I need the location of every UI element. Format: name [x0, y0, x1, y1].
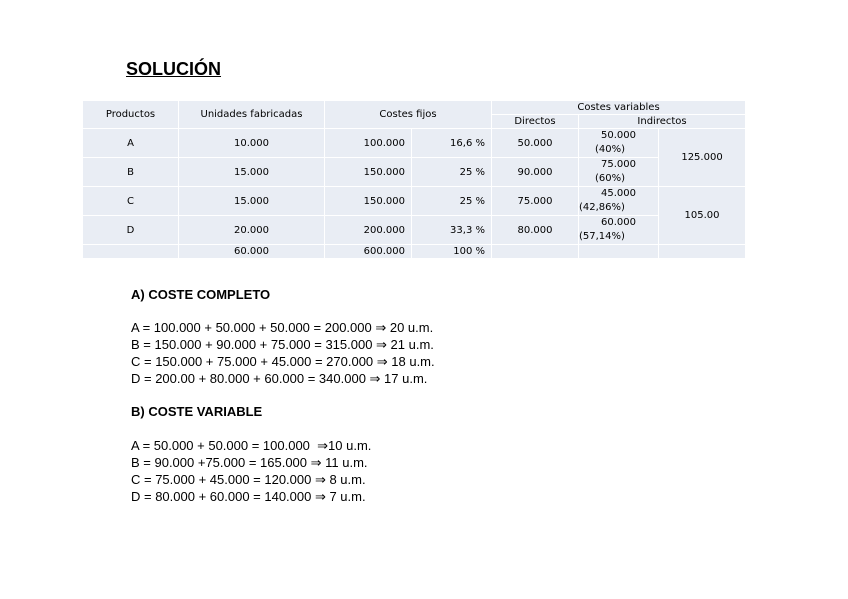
header-indirectos: Indirectos [579, 115, 746, 129]
table-row [83, 129, 746, 158]
cell-producto: A [83, 129, 179, 158]
cell-coste-fijo: 100.000 [325, 129, 412, 158]
cell-directos: 75.000 [492, 187, 579, 216]
table-totals-row [83, 245, 746, 259]
cell-indirectos-total-cd: 105.00 [659, 187, 746, 245]
calc-line: A = 50.000 + 50.000 = 100.000 ⇒10 u.m. [131, 438, 372, 453]
calc-line: B = 90.000 +75.000 = 165.000 ⇒ 11 u.m. [131, 455, 368, 470]
indirectos-value: 75.000 [601, 159, 636, 170]
header-directos: Directos [492, 115, 579, 129]
cell-empty [579, 245, 659, 259]
cell-producto: D [83, 216, 179, 245]
header-unidades: Unidades fabricadas [179, 101, 325, 129]
cell-directos: 50.000 [492, 129, 579, 158]
cell-directos: 80.000 [492, 216, 579, 245]
indirectos-pct: (57,14%) [579, 231, 625, 242]
cell-empty [659, 245, 746, 259]
calc-line: D = 80.000 + 60.000 = 140.000 ⇒ 7 u.m. [131, 489, 366, 504]
cell-coste-fijo: 150.000 [325, 158, 412, 187]
cell-coste-fijo-pct: 25 % [412, 158, 492, 187]
table-row [83, 158, 746, 187]
header-productos: Productos [83, 101, 179, 129]
cell-unidades: 15.000 [179, 187, 325, 216]
cell-producto: B [83, 158, 179, 187]
cell-indirectos [579, 158, 659, 187]
section-a-heading: A) COSTE COMPLETO [131, 287, 271, 302]
calc-line: B = 150.000 + 90.000 + 75.000 = 315.000 ⇒ 21 u.m. [131, 337, 434, 352]
cell-producto: C [83, 187, 179, 216]
header-costes-fijos: Costes fijos [325, 101, 492, 129]
header-costes-variables: Costes variables [492, 101, 746, 115]
cell-indirectos [579, 216, 659, 245]
cell-unidades: 10.000 [179, 129, 325, 158]
cell-coste-fijo-pct: 33,3 % [412, 216, 492, 245]
indirectos-value: 50.000 [601, 130, 636, 141]
calc-line: C = 150.000 + 75.000 + 45.000 = 270.000 ⇒ 18 u.m. [131, 354, 435, 369]
calc-line: D = 200.00 + 80.000 + 60.000 = 340.000 ⇒ 17 u.m. [131, 371, 428, 386]
total-unidades: 60.000 [179, 245, 325, 259]
cell-coste-fijo: 150.000 [325, 187, 412, 216]
indirectos-value: 60.000 [601, 217, 636, 228]
cell-coste-fijo: 200.000 [325, 216, 412, 245]
indirectos-value: 45.000 [601, 188, 636, 199]
section-b-heading: B) COSTE VARIABLE [131, 404, 263, 419]
cell-coste-fijo-pct: 16,6 % [412, 129, 492, 158]
cell-empty [492, 245, 579, 259]
table-row [83, 187, 746, 216]
calc-line: A = 100.000 + 50.000 + 50.000 = 200.000 ⇒ 20 u.m. [131, 320, 434, 335]
table-header-row [83, 101, 746, 115]
total-coste-fijo: 600.000 [325, 245, 412, 259]
table-row [83, 216, 746, 245]
cell-coste-fijo-pct: 25 % [412, 187, 492, 216]
cell-directos: 90.000 [492, 158, 579, 187]
page-title: SOLUCIÓN [126, 59, 222, 79]
cell-indirectos [579, 129, 659, 158]
indirectos-pct: (60%) [595, 173, 626, 184]
cell-indirectos [579, 187, 659, 216]
cell-indirectos-total-ab: 125.000 [659, 129, 746, 187]
cell-empty [83, 245, 179, 259]
indirectos-pct: (40%) [595, 144, 626, 155]
cell-unidades: 15.000 [179, 158, 325, 187]
calc-line: C = 75.000 + 45.000 = 120.000 ⇒ 8 u.m. [131, 472, 366, 487]
cost-table [82, 100, 746, 259]
indirectos-pct: (42,86%) [579, 202, 625, 213]
cell-unidades: 20.000 [179, 216, 325, 245]
total-coste-fijo-pct: 100 % [412, 245, 492, 259]
